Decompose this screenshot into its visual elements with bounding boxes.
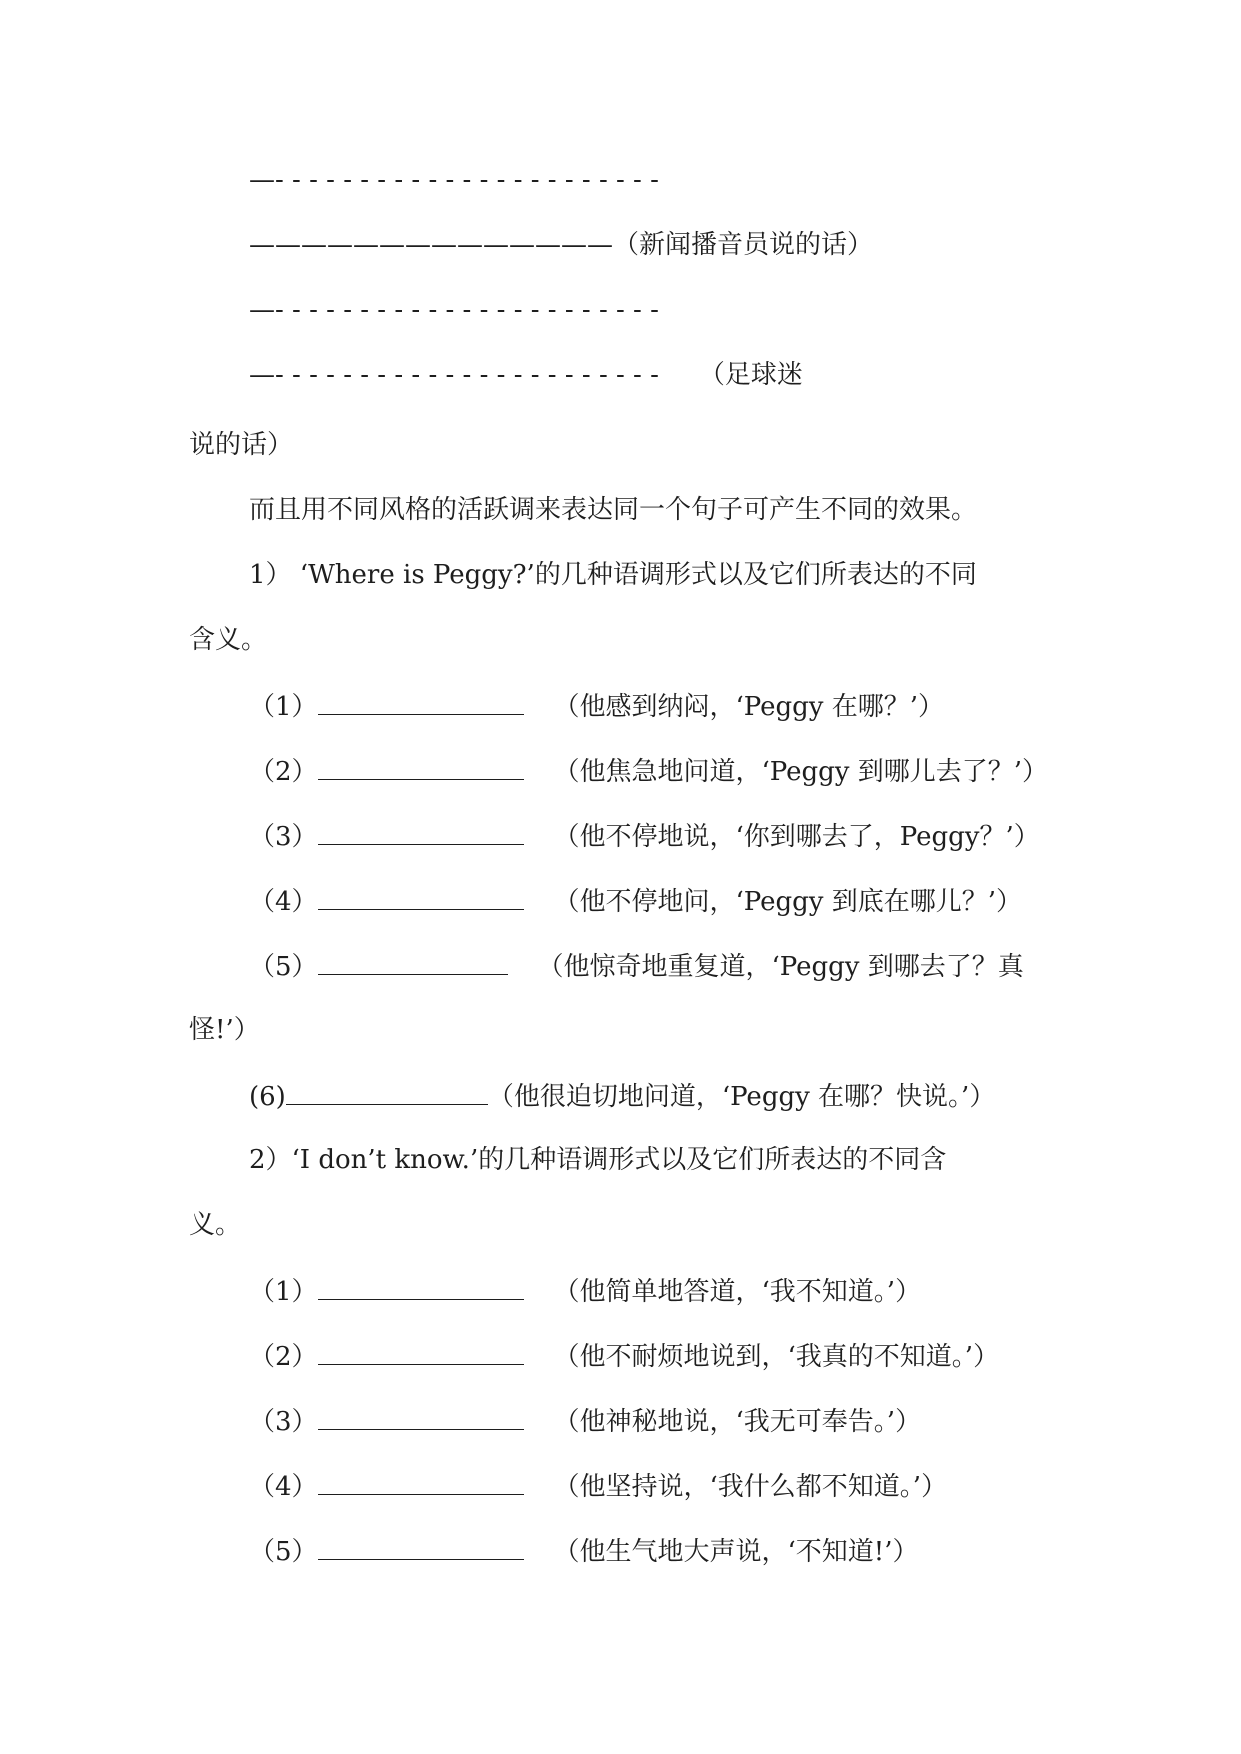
- item-meaning: （他惊奇地重复道，‘Peggy 到哪去了？真: [537, 952, 1024, 982]
- item-meaning: （他生气地大声说，‘不知道!’）: [553, 1537, 919, 1567]
- item-number: （5）: [249, 952, 318, 982]
- q1-item-5: [249, 947, 1024, 985]
- answer-blank[interactable]: [318, 1532, 524, 1560]
- dash-line: —- - - - - - - - - - - - - - - - - - - - - - -: [249, 165, 659, 195]
- item-number: （5）: [249, 1537, 318, 1567]
- question-2-heading: 2）‘I don’t know.’的几种语调形式以及它们所表达的不同含: [249, 1145, 947, 1175]
- speaker-note: （足球迷: [698, 360, 803, 390]
- answer-blank[interactable]: [318, 1467, 524, 1495]
- item-meaning: （他不耐烦地说到，‘我真的不知道。’）: [553, 1342, 1000, 1372]
- item-number: （1）: [249, 692, 318, 722]
- question-1-heading: 1） ‘Where is Peggy?’的几种语调形式以及它们所表达的不同: [249, 560, 977, 590]
- q1-item-2: [249, 752, 1048, 790]
- answer-blank[interactable]: [318, 687, 524, 715]
- answer-blank[interactable]: [318, 1272, 524, 1300]
- item-number: （3）: [249, 822, 318, 852]
- q2-item-4: [249, 1467, 947, 1505]
- q1-item-6: [249, 1077, 995, 1115]
- q2-item-1: [249, 1272, 921, 1310]
- item-meaning: （他简单地答道，‘我不知道。’）: [553, 1277, 922, 1307]
- item-meaning: （他不停地说，‘你到哪去了，Peggy？’）: [553, 822, 1040, 852]
- item-number: （4）: [249, 887, 318, 917]
- answer-blank[interactable]: [318, 1402, 524, 1430]
- speaker-note-cont: 说的话）: [189, 430, 294, 460]
- answer-blank[interactable]: [286, 1077, 488, 1105]
- item-meaning: （他坚持说，‘我什么都不知道。’）: [553, 1472, 948, 1502]
- item-meaning: （他很迫切地问道，‘Peggy 在哪？快说。’）: [487, 1082, 996, 1112]
- dash-line-news: [249, 227, 873, 263]
- item-number: （2）: [249, 1342, 318, 1372]
- question-2-heading-cont: 义。: [189, 1210, 242, 1240]
- item-meaning: （他焦急地问道，‘Peggy 到哪儿去了？’）: [553, 757, 1049, 787]
- item-number: (6): [249, 1082, 286, 1112]
- q1-item-1: [249, 687, 944, 725]
- q1-item-5-cont: 怪!’）: [189, 1015, 260, 1045]
- item-number: （1）: [249, 1277, 318, 1307]
- answer-blank[interactable]: [318, 947, 508, 975]
- speaker-note: （新闻播音员说的话）: [613, 230, 874, 260]
- dash-run: ——————————————: [249, 230, 613, 260]
- item-number: （3）: [249, 1407, 318, 1437]
- answer-blank[interactable]: [318, 1337, 524, 1365]
- intro-paragraph: 而且用不同风格的活跃调来表达同一个句子可产生不同的效果。: [249, 495, 978, 525]
- item-meaning: （他不停地问，‘Peggy 到底在哪儿？’）: [553, 887, 1023, 917]
- answer-blank[interactable]: [318, 882, 524, 910]
- q2-item-2: [249, 1337, 999, 1375]
- answer-blank[interactable]: [318, 752, 524, 780]
- q1-item-4: [249, 882, 1022, 920]
- dash-line-fan: [249, 357, 803, 393]
- q2-item-5: [249, 1532, 919, 1570]
- item-meaning: （他感到纳闷，‘Peggy 在哪？’）: [553, 692, 945, 722]
- item-number: （4）: [249, 1472, 318, 1502]
- item-number: （2）: [249, 757, 318, 787]
- q2-item-3: [249, 1402, 921, 1440]
- question-1-heading-cont: 含义。: [189, 625, 268, 655]
- answer-blank[interactable]: [318, 817, 524, 845]
- q1-item-3: [249, 817, 1040, 855]
- dash-run: —- - - - - - - - - - - - - - - - - - - - - - -: [249, 360, 659, 390]
- item-meaning: （他神秘地说，‘我无可奉告。’）: [553, 1407, 922, 1437]
- dash-line: —- - - - - - - - - - - - - - - - - - - - - - -: [249, 295, 659, 325]
